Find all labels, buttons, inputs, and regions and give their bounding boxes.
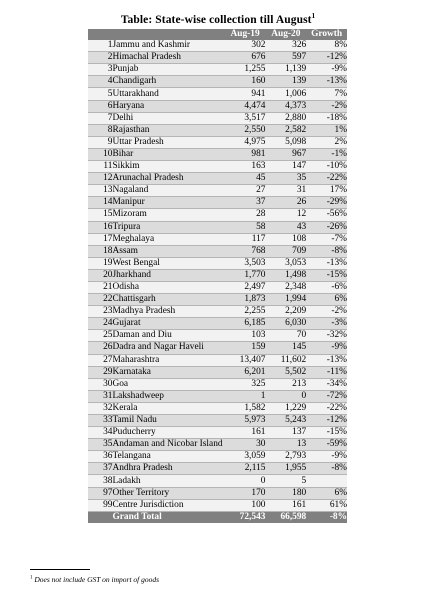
total-aug19: 72,543 <box>225 511 266 523</box>
row-number: 17 <box>88 233 112 245</box>
row-number: 15 <box>88 209 112 221</box>
row-aug20: 137 <box>265 427 306 439</box>
row-growth: 1% <box>306 124 347 136</box>
table-title-text: Table: State-wise collection till August <box>120 13 312 26</box>
row-number: 30 <box>88 378 112 390</box>
row-aug20: 6,030 <box>265 318 306 330</box>
row-state: Arunachal Pradesh <box>112 173 224 185</box>
table-row <box>88 245 347 257</box>
row-aug19: 117 <box>225 233 266 245</box>
row-number: 5 <box>88 88 112 100</box>
row-aug19: 2,497 <box>225 281 266 293</box>
row-aug19: 1,582 <box>225 402 266 414</box>
row-aug20: 12 <box>265 209 306 221</box>
row-state: Other Territory <box>112 487 224 499</box>
row-state: Gujarat <box>112 318 224 330</box>
table-row <box>88 463 347 475</box>
row-state: Jharkhand <box>112 269 224 281</box>
row-aug20: 2,209 <box>265 306 306 318</box>
row-state: Chandigarh <box>112 76 224 88</box>
row-number: 16 <box>88 221 112 233</box>
row-growth: 61% <box>306 499 347 511</box>
row-state: Chattisgarh <box>112 294 224 306</box>
row-state: Bihar <box>112 148 224 160</box>
row-number: 33 <box>88 415 112 427</box>
row-number: 27 <box>88 354 112 366</box>
row-aug20: 326 <box>265 40 306 52</box>
row-growth: -8% <box>306 463 347 475</box>
row-aug20: 2,793 <box>265 451 306 463</box>
row-aug19: 37 <box>225 197 266 209</box>
row-number: 19 <box>88 257 112 269</box>
row-growth <box>306 475 347 487</box>
row-growth: 7% <box>306 88 347 100</box>
row-aug19: 2,255 <box>225 306 266 318</box>
row-aug20: 26 <box>265 197 306 209</box>
row-growth: -11% <box>306 366 347 378</box>
row-state: Mizoram <box>112 209 224 221</box>
row-aug20: 1,498 <box>265 269 306 281</box>
row-growth: -2% <box>306 100 347 112</box>
row-aug20: 5 <box>265 475 306 487</box>
row-growth: -18% <box>306 112 347 124</box>
row-number: 2 <box>88 52 112 64</box>
row-state: Daman and Diu <box>112 330 224 342</box>
row-number: 3 <box>88 64 112 76</box>
table-row <box>88 112 347 124</box>
table-header-row <box>88 29 347 40</box>
row-growth: 6% <box>306 294 347 306</box>
row-aug20: 5,243 <box>265 415 306 427</box>
row-number: 97 <box>88 487 112 499</box>
row-state: Tamil Nadu <box>112 415 224 427</box>
row-number: 14 <box>88 197 112 209</box>
header-state <box>88 29 225 40</box>
row-growth: -29% <box>306 197 347 209</box>
row-growth: -13% <box>306 354 347 366</box>
row-aug19: 3,503 <box>225 257 266 269</box>
row-number: 18 <box>88 245 112 257</box>
row-growth: -56% <box>306 209 347 221</box>
row-aug20: 145 <box>265 342 306 354</box>
row-number: 6 <box>88 100 112 112</box>
row-aug19: 170 <box>225 487 266 499</box>
header-aug19: Aug-19 <box>225 29 266 40</box>
table-row <box>88 499 347 511</box>
row-aug20: 1,006 <box>265 88 306 100</box>
row-state: Odisha <box>112 281 224 293</box>
table-row <box>88 185 347 197</box>
row-state: Haryana <box>112 100 224 112</box>
row-state: Jammu and Kashmir <box>112 40 224 52</box>
row-aug19: 3,517 <box>225 112 266 124</box>
row-growth: 8% <box>306 40 347 52</box>
row-growth: 17% <box>306 185 347 197</box>
footnote <box>30 575 159 584</box>
row-aug19: 100 <box>225 499 266 511</box>
state-collection-table <box>88 29 347 523</box>
row-number: 8 <box>88 124 112 136</box>
row-aug19: 3,059 <box>225 451 266 463</box>
row-number: 34 <box>88 427 112 439</box>
row-number: 35 <box>88 439 112 451</box>
table-title <box>88 12 348 26</box>
row-aug19: 161 <box>225 427 266 439</box>
row-number: 26 <box>88 342 112 354</box>
row-aug20: 139 <box>265 76 306 88</box>
row-state: Punjab <box>112 64 224 76</box>
table-row <box>88 88 347 100</box>
table-row <box>88 52 347 64</box>
table-row <box>88 148 347 160</box>
table-row <box>88 415 347 427</box>
total-aug20: 66,598 <box>265 511 306 523</box>
row-aug19: 163 <box>225 161 266 173</box>
row-state: Dadra and Nagar Haveli <box>112 342 224 354</box>
row-aug20: 11,602 <box>265 354 306 366</box>
table-row <box>88 439 347 451</box>
table-row <box>88 221 347 233</box>
table-row <box>88 366 347 378</box>
row-aug20: 213 <box>265 378 306 390</box>
table-row <box>88 451 347 463</box>
row-aug20: 1,229 <box>265 402 306 414</box>
row-state: Delhi <box>112 112 224 124</box>
row-aug19: 0 <box>225 475 266 487</box>
row-aug20: 1,994 <box>265 294 306 306</box>
row-aug19: 1,255 <box>225 64 266 76</box>
row-number: 36 <box>88 451 112 463</box>
table-row <box>88 64 347 76</box>
row-state: Himachal Pradesh <box>112 52 224 64</box>
row-aug19: 981 <box>225 148 266 160</box>
row-aug20: 180 <box>265 487 306 499</box>
total-label: Grand Total <box>112 511 224 523</box>
row-state: Centre Jurisdiction <box>112 499 224 511</box>
header-growth: Growth <box>306 29 347 40</box>
row-number: 24 <box>88 318 112 330</box>
row-number: 22 <box>88 294 112 306</box>
row-aug19: 941 <box>225 88 266 100</box>
row-growth: -26% <box>306 221 347 233</box>
row-growth: -6% <box>306 281 347 293</box>
row-growth: -9% <box>306 64 347 76</box>
row-state: Manipur <box>112 197 224 209</box>
row-aug20: 2,880 <box>265 112 306 124</box>
row-aug20: 13 <box>265 439 306 451</box>
row-state: Maharashtra <box>112 354 224 366</box>
row-aug20: 597 <box>265 52 306 64</box>
table-row <box>88 390 347 402</box>
row-aug20: 161 <box>265 499 306 511</box>
row-aug19: 6,185 <box>225 318 266 330</box>
row-aug19: 30 <box>225 439 266 451</box>
row-aug20: 709 <box>265 245 306 257</box>
row-aug19: 160 <box>225 76 266 88</box>
row-aug19: 5,973 <box>225 415 266 427</box>
table-row <box>88 233 347 245</box>
row-state: Uttar Pradesh <box>112 136 224 148</box>
row-number: 9 <box>88 136 112 148</box>
row-state: Sikkim <box>112 161 224 173</box>
table-row <box>88 173 347 185</box>
row-aug20: 2,348 <box>265 281 306 293</box>
row-growth: 2% <box>306 136 347 148</box>
row-state: Andhra Pradesh <box>112 463 224 475</box>
table-row <box>88 330 347 342</box>
row-aug19: 1,873 <box>225 294 266 306</box>
row-growth: -8% <box>306 245 347 257</box>
row-aug20: 43 <box>265 221 306 233</box>
table-row <box>88 76 347 88</box>
row-number: 21 <box>88 281 112 293</box>
table-row <box>88 40 347 52</box>
table-row <box>88 269 347 281</box>
row-number: 10 <box>88 148 112 160</box>
row-aug19: 45 <box>225 173 266 185</box>
row-aug19: 676 <box>225 52 266 64</box>
row-aug20: 108 <box>265 233 306 245</box>
row-number: 20 <box>88 269 112 281</box>
row-state: Uttarakhand <box>112 88 224 100</box>
row-aug20: 35 <box>265 173 306 185</box>
row-state: Puducherry <box>112 427 224 439</box>
row-number: 13 <box>88 185 112 197</box>
row-growth: -13% <box>306 76 347 88</box>
total-blank <box>88 511 112 523</box>
row-state: Kerala <box>112 402 224 414</box>
row-state: Tripura <box>112 221 224 233</box>
row-state: Andaman and Nicobar Island <box>112 439 224 451</box>
row-growth: -9% <box>306 342 347 354</box>
row-number: 99 <box>88 499 112 511</box>
row-number: 23 <box>88 306 112 318</box>
row-growth: -22% <box>306 173 347 185</box>
row-aug20: 2,582 <box>265 124 306 136</box>
header-aug20: Aug-20 <box>265 29 306 40</box>
row-number: 12 <box>88 173 112 185</box>
table-row <box>88 161 347 173</box>
row-state: Lakshadweep <box>112 390 224 402</box>
row-number: 37 <box>88 463 112 475</box>
row-aug20: 4,373 <box>265 100 306 112</box>
row-aug20: 31 <box>265 185 306 197</box>
table-row <box>88 294 347 306</box>
row-aug19: 2,550 <box>225 124 266 136</box>
row-state: Ladakh <box>112 475 224 487</box>
row-aug20: 967 <box>265 148 306 160</box>
row-number: 1 <box>88 40 112 52</box>
table-row <box>88 427 347 439</box>
row-growth: -34% <box>306 378 347 390</box>
row-growth: -59% <box>306 439 347 451</box>
row-number: 32 <box>88 402 112 414</box>
table-row <box>88 402 347 414</box>
row-aug20: 70 <box>265 330 306 342</box>
row-state: Telangana <box>112 451 224 463</box>
footnote-divider <box>30 569 90 570</box>
row-state: Goa <box>112 378 224 390</box>
row-aug19: 13,407 <box>225 354 266 366</box>
row-growth: 6% <box>306 487 347 499</box>
row-number: 31 <box>88 390 112 402</box>
row-number: 25 <box>88 330 112 342</box>
row-growth: -10% <box>306 161 347 173</box>
row-aug20: 5,098 <box>265 136 306 148</box>
row-aug19: 4,975 <box>225 136 266 148</box>
row-aug19: 1 <box>225 390 266 402</box>
row-aug19: 28 <box>225 209 266 221</box>
row-state: West Bengal <box>112 257 224 269</box>
row-aug19: 58 <box>225 221 266 233</box>
row-aug19: 4,474 <box>225 100 266 112</box>
grand-total-row <box>88 511 347 523</box>
row-growth: -13% <box>306 257 347 269</box>
table-row <box>88 100 347 112</box>
row-growth: -15% <box>306 427 347 439</box>
row-aug20: 1,955 <box>265 463 306 475</box>
row-aug19: 27 <box>225 185 266 197</box>
table-row <box>88 354 347 366</box>
total-growth: -8% <box>306 511 347 523</box>
table-row <box>88 209 347 221</box>
title-footnote-marker: 1 <box>311 12 316 20</box>
row-growth: -2% <box>306 306 347 318</box>
footnote-text: Does not include GST on import of goods <box>34 575 160 584</box>
row-growth: -72% <box>306 390 347 402</box>
table-row <box>88 318 347 330</box>
row-number: 4 <box>88 76 112 88</box>
footnote-marker: 1 <box>30 575 33 581</box>
row-growth: -15% <box>306 269 347 281</box>
row-aug19: 325 <box>225 378 266 390</box>
row-aug19: 6,201 <box>225 366 266 378</box>
row-growth: -7% <box>306 233 347 245</box>
row-aug19: 302 <box>225 40 266 52</box>
row-aug20: 1,139 <box>265 64 306 76</box>
table-row <box>88 487 347 499</box>
row-number: 38 <box>88 475 112 487</box>
row-number: 11 <box>88 161 112 173</box>
table-row <box>88 306 347 318</box>
row-growth: -3% <box>306 318 347 330</box>
table-row <box>88 136 347 148</box>
row-state: Karnataka <box>112 366 224 378</box>
row-state: Meghalaya <box>112 233 224 245</box>
table-row <box>88 281 347 293</box>
row-aug19: 2,115 <box>225 463 266 475</box>
row-growth: -12% <box>306 52 347 64</box>
row-aug20: 0 <box>265 390 306 402</box>
row-growth: -9% <box>306 451 347 463</box>
row-state: Madhya Pradesh <box>112 306 224 318</box>
row-aug20: 3,053 <box>265 257 306 269</box>
table-body <box>88 40 347 523</box>
table-row <box>88 197 347 209</box>
row-growth: -22% <box>306 402 347 414</box>
row-aug19: 103 <box>225 330 266 342</box>
row-aug19: 768 <box>225 245 266 257</box>
table-row <box>88 475 347 487</box>
table-row <box>88 378 347 390</box>
table-row <box>88 342 347 354</box>
row-growth: -12% <box>306 415 347 427</box>
table-row <box>88 257 347 269</box>
row-aug20: 5,502 <box>265 366 306 378</box>
row-state: Nagaland <box>112 185 224 197</box>
row-state: Assam <box>112 245 224 257</box>
row-growth: -1% <box>306 148 347 160</box>
row-growth: -32% <box>306 330 347 342</box>
row-aug19: 1,770 <box>225 269 266 281</box>
row-state: Rajasthan <box>112 124 224 136</box>
table-row <box>88 124 347 136</box>
row-aug19: 159 <box>225 342 266 354</box>
row-aug20: 147 <box>265 161 306 173</box>
row-number: 29 <box>88 366 112 378</box>
row-number: 7 <box>88 112 112 124</box>
